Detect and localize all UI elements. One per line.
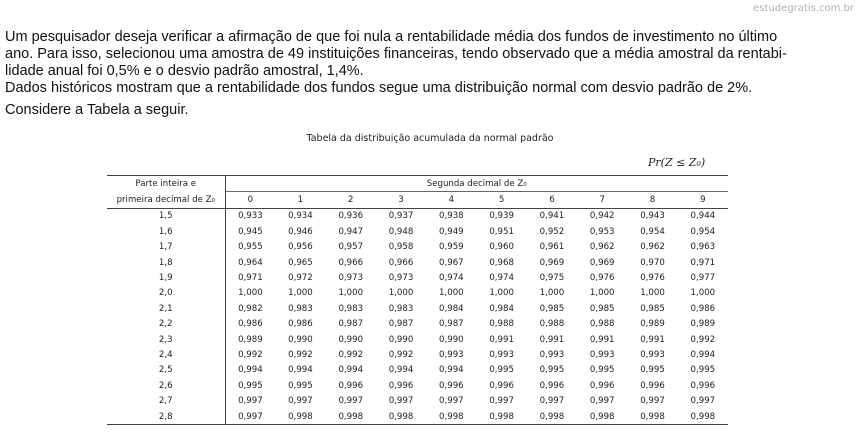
table-cell: 0,942	[589, 211, 615, 222]
table-cell: 0,973	[388, 273, 414, 284]
column-header-9: 9	[678, 192, 728, 208]
table-cell: 0,998	[376, 409, 426, 425]
table-cell: 0,948	[388, 226, 414, 237]
table-cell: 0,951	[489, 226, 514, 237]
table-cell: 0,937	[388, 211, 414, 222]
table-cell: 0,941	[539, 211, 565, 222]
table-cell: 0,985	[640, 303, 665, 314]
table-cell: 1,000	[439, 288, 464, 299]
table-cell: 0,973	[338, 273, 364, 284]
table-cell: 1,000	[489, 288, 514, 299]
table-cell: 0,956	[288, 242, 313, 253]
table-cell: 0,949	[439, 226, 464, 237]
table-cell: 0,987	[439, 319, 464, 330]
table-cell: 0,959	[439, 242, 464, 253]
table-cell: 0,970	[640, 257, 665, 268]
normal-distribution-table	[107, 175, 728, 425]
table-cell: 0,974	[439, 273, 464, 284]
table-cell: 0,996	[489, 380, 514, 391]
row-z-value: 2,0	[107, 286, 225, 301]
table-cell: 1,000	[690, 288, 716, 299]
left-header-line-2: primeira decimal de Z₀	[107, 192, 225, 208]
table-cell: 0,982	[238, 303, 263, 314]
table-cell: 0,960	[489, 242, 514, 253]
table-cell: 0,992	[690, 334, 716, 345]
table-cell: 0,974	[489, 273, 514, 284]
table-cell: 0,996	[640, 380, 665, 391]
table-cell: 0,998	[577, 409, 627, 425]
table-cell: 1,000	[640, 288, 665, 299]
table-cell: 0,992	[338, 349, 364, 360]
table-cell: 0,938	[439, 211, 464, 222]
table-cell: 0,996	[439, 380, 464, 391]
table-cell: 0,988	[589, 319, 615, 330]
table-cell: 0,997	[338, 396, 364, 407]
table-cell: 0,998	[678, 409, 728, 425]
table-cell: 0,976	[589, 273, 615, 284]
table-cell: 0,962	[640, 242, 665, 253]
table-row	[107, 301, 728, 316]
row-z-value: 2,5	[107, 363, 225, 378]
table-cell: 0,990	[439, 334, 464, 345]
row-z-value: 2,7	[107, 393, 225, 408]
table-cell: 0,971	[238, 273, 263, 284]
table-cell: 0,997	[225, 409, 275, 425]
table-cell: 0,976	[640, 273, 665, 284]
left-header-line-1: Parte inteira e	[107, 176, 225, 192]
table-cell: 0,998	[476, 409, 526, 425]
table-cell: 0,954	[640, 226, 665, 237]
table-cell: 0,972	[288, 273, 313, 284]
table-cell: 0,990	[388, 334, 414, 345]
table-cell: 0,985	[589, 303, 615, 314]
table-cell: 0,936	[338, 211, 364, 222]
watermark: estudegratis.com.br	[753, 3, 854, 14]
column-header-3: 3	[376, 192, 426, 208]
table-cell: 0,991	[539, 334, 565, 345]
table-row	[107, 347, 728, 362]
table-cell: 0,997	[640, 396, 665, 407]
table-row	[107, 363, 728, 378]
row-z-value: 2,8	[107, 409, 225, 425]
row-z-value: 2,2	[107, 317, 225, 332]
table-cell: 0,985	[539, 303, 565, 314]
table-cell: 0,995	[640, 365, 665, 376]
column-header-4: 4	[426, 192, 476, 208]
table-cell: 0,934	[288, 211, 313, 222]
question-line-1: Um pesquisador deseja verificar a afirmação de que foi nula a rentabilidade média dos fundos de investimento no último	[5, 29, 778, 45]
table-cell: 0,992	[388, 349, 414, 360]
table-row	[107, 378, 728, 393]
table-cell: 0,947	[338, 226, 364, 237]
table-cell: 0,993	[640, 349, 665, 360]
table-cell: 0,988	[489, 319, 514, 330]
table-cell: 1,000	[288, 288, 313, 299]
table-cell: 0,953	[589, 226, 615, 237]
table-cell: 0,988	[539, 319, 565, 330]
table-cell: 0,997	[439, 396, 464, 407]
table-row	[107, 332, 728, 347]
table-cell: 0,968	[489, 257, 514, 268]
table-cell: 0,962	[589, 242, 615, 253]
table-cell: 0,997	[238, 396, 263, 407]
column-header-6: 6	[527, 192, 577, 208]
row-z-value: 2,1	[107, 301, 225, 316]
table-cell: 0,963	[690, 242, 716, 253]
column-header-row	[107, 192, 728, 208]
table-row	[107, 208, 728, 224]
table-cell: 0,998	[275, 409, 325, 425]
table-cell: 0,993	[539, 349, 565, 360]
table-cell: 0,961	[539, 242, 565, 253]
table-cell: 0,996	[690, 380, 716, 391]
table-cell: 0,990	[338, 334, 364, 345]
table-row	[107, 393, 728, 408]
row-z-value: 1,6	[107, 224, 225, 239]
table-cell: 0,994	[439, 365, 464, 376]
table-cell: 0,939	[489, 211, 514, 222]
table-row	[107, 409, 728, 425]
table-cell: 0,996	[338, 380, 364, 391]
column-header-1: 1	[275, 192, 325, 208]
table-cell: 0,969	[589, 257, 615, 268]
table-cell: 0,966	[388, 257, 414, 268]
table-cell: 0,984	[439, 303, 464, 314]
table-cell: 0,965	[288, 257, 313, 268]
table-cell: 0,952	[539, 226, 565, 237]
table-cell: 0,997	[489, 396, 514, 407]
row-z-value: 1,8	[107, 255, 225, 270]
table-cell: 0,995	[589, 365, 615, 376]
table-cell: 0,986	[288, 319, 313, 330]
table-cell: 0,987	[388, 319, 414, 330]
row-z-value: 1,9	[107, 270, 225, 285]
table-cell: 0,996	[388, 380, 414, 391]
question-line-2: ano. Para isso, selecionou uma amostra de 49 instituições financeiras, tendo observado que a média amostral da rentabi-	[5, 46, 787, 62]
table-cell: 0,994	[288, 365, 313, 376]
table-row	[107, 224, 728, 239]
question-line-3: lidade anual foi 0,5% e o desvio padrão amostral, 1,4%.	[5, 63, 364, 79]
table-cell: 0,997	[388, 396, 414, 407]
table-cell: 0,986	[690, 303, 716, 314]
row-z-value: 2,6	[107, 378, 225, 393]
table-cell: 0,957	[338, 242, 364, 253]
table-row	[107, 240, 728, 255]
row-z-value: 2,3	[107, 332, 225, 347]
table-cell: 0,971	[690, 257, 716, 268]
question-paragraph-3: Considere a Tabela a seguir.	[5, 102, 189, 118]
table-cell: 0,967	[439, 257, 464, 268]
table-cell: 0,989	[238, 334, 263, 345]
table-row	[107, 317, 728, 332]
table-cell: 0,991	[640, 334, 665, 345]
table-cell: 1,000	[539, 288, 565, 299]
table-row	[107, 255, 728, 270]
table-cell: 0,943	[640, 211, 665, 222]
table-cell: 1,000	[589, 288, 615, 299]
table-row	[107, 270, 728, 285]
table-cell: 0,966	[338, 257, 364, 268]
question-text	[5, 29, 845, 119]
table-cell: 1,000	[338, 288, 364, 299]
question-paragraph-1	[5, 29, 845, 80]
table-cell: 0,945	[238, 226, 263, 237]
table-cell: 1,000	[388, 288, 414, 299]
table-cell: 0,983	[388, 303, 414, 314]
table-cell: 0,993	[589, 349, 615, 360]
table-cell: 0,964	[238, 257, 263, 268]
table-cell: 0,994	[238, 365, 263, 376]
table-cell: 0,995	[489, 365, 514, 376]
row-z-value: 1,7	[107, 240, 225, 255]
column-header-5: 5	[476, 192, 526, 208]
table-cell: 0,989	[640, 319, 665, 330]
column-header-2: 2	[326, 192, 376, 208]
table-cell: 1,000	[238, 288, 263, 299]
table-cell: 0,983	[338, 303, 364, 314]
table-row	[107, 286, 728, 301]
table-cell: 0,998	[527, 409, 577, 425]
table-cell: 0,958	[388, 242, 414, 253]
table-cell: 0,933	[238, 211, 263, 222]
column-header-7: 7	[577, 192, 627, 208]
table-cell: 0,955	[238, 242, 263, 253]
table-cell: 0,994	[338, 365, 364, 376]
table-cell: 0,990	[288, 334, 313, 345]
table-cell: 0,996	[539, 380, 565, 391]
group-header: Segunda decimal de Z₀	[225, 176, 728, 192]
table-cell: 0,998	[627, 409, 677, 425]
probability-label: Pr(Z ≤ Z₀)	[648, 156, 706, 169]
table-title: Tabela da distribuição acumulada da normal padrão	[306, 133, 554, 144]
row-z-value: 2,4	[107, 347, 225, 362]
table-cell: 0,993	[439, 349, 464, 360]
table-cell: 0,991	[489, 334, 514, 345]
table-cell: 0,997	[690, 396, 716, 407]
table-cell: 0,984	[489, 303, 514, 314]
table-cell: 0,993	[489, 349, 514, 360]
table-cell: 0,994	[388, 365, 414, 376]
table-cell: 0,987	[338, 319, 364, 330]
table-cell: 0,995	[288, 380, 313, 391]
table-cell: 0,975	[539, 273, 565, 284]
question-paragraph-2: Dados históricos mostram que a rentabilidade dos fundos segue uma distribuição normal com desvio padrão de 2%.	[5, 80, 753, 96]
table-cell: 0,977	[690, 273, 716, 284]
table-cell: 0,969	[539, 257, 565, 268]
table-cell: 0,998	[326, 409, 376, 425]
table-cell: 0,996	[589, 380, 615, 391]
table-cell: 0,991	[589, 334, 615, 345]
row-z-value: 1,5	[107, 208, 225, 224]
table-cell: 0,992	[238, 349, 263, 360]
table-cell: 0,995	[690, 365, 716, 376]
table-cell: 0,944	[690, 211, 716, 222]
table-cell: 0,998	[426, 409, 476, 425]
table-cell: 0,995	[238, 380, 263, 391]
table-cell: 0,986	[238, 319, 263, 330]
column-header-8: 8	[627, 192, 677, 208]
table-cell: 0,946	[288, 226, 313, 237]
table-cell: 0,995	[539, 365, 565, 376]
table-cell: 0,992	[288, 349, 313, 360]
table-cell: 0,994	[690, 349, 716, 360]
table-cell: 0,997	[288, 396, 313, 407]
table-cell: 0,983	[288, 303, 313, 314]
table-body	[107, 208, 728, 424]
table-cell: 0,954	[690, 226, 716, 237]
column-header-0: 0	[225, 192, 275, 208]
table-cell: 0,989	[690, 319, 716, 330]
table-cell: 0,997	[539, 396, 565, 407]
table-cell: 0,997	[589, 396, 615, 407]
